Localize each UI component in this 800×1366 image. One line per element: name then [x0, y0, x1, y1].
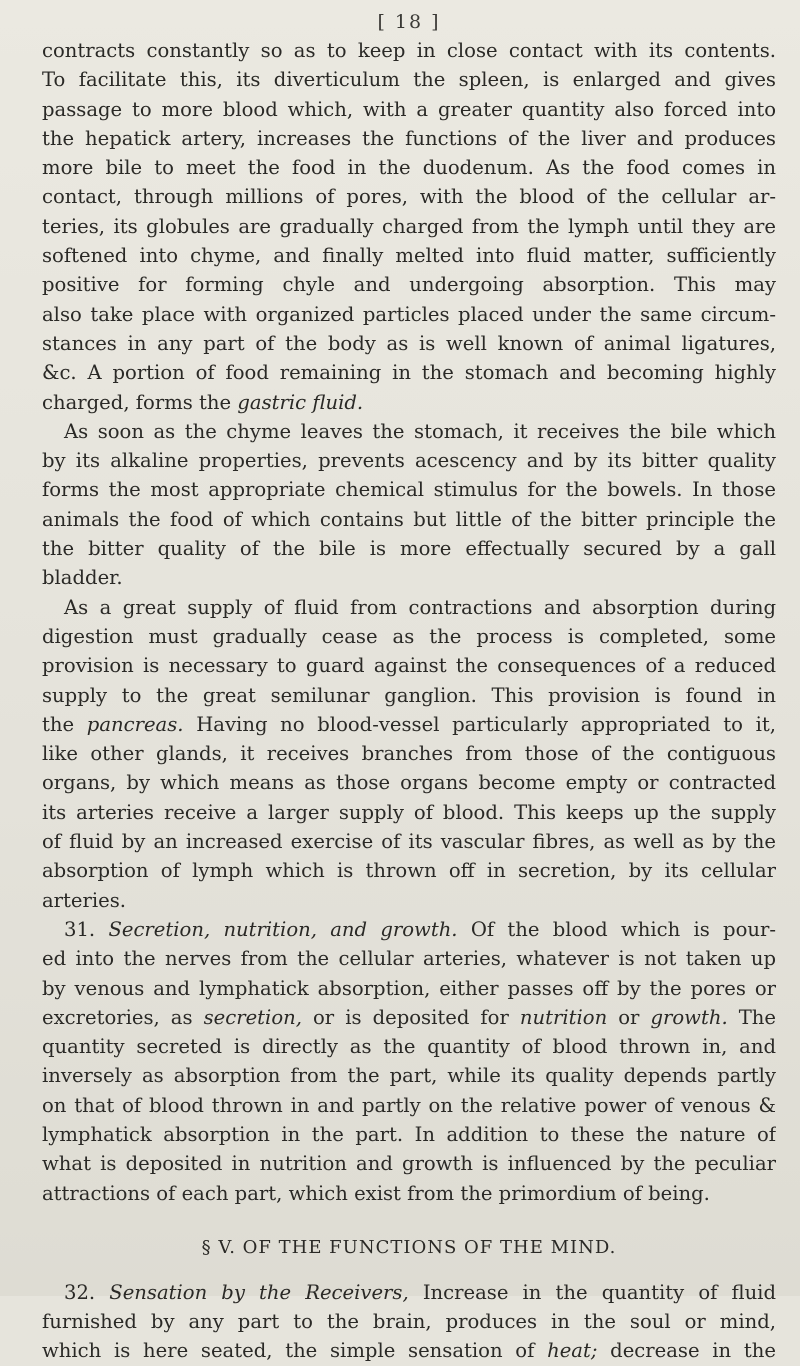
section-heading: § V. OF THE FUNCTIONS OF THE MIND. [201, 1236, 617, 1258]
text-line: absorption of lymph which is thrown off in secretion, by its cellular [42, 859, 776, 883]
text-line: attractions of each part, which exist from the primordium of being. [42, 1181, 710, 1205]
text-line: contracts constantly so as to keep in close contact with its contents. [42, 39, 776, 62]
paragraph-title: Secretion, nutrition, and growth. [108, 917, 458, 941]
paragraph-number: 31. [64, 917, 96, 941]
text-segment: which is here seated, the simple sensation of [42, 1339, 535, 1363]
text-segment: decrease in the [610, 1339, 776, 1363]
term-growth: growth. [650, 1005, 728, 1029]
text-line: To facilitate this, its diverticulum the spleen, is enlarged and gives [42, 68, 776, 92]
text-line [42, 1278, 776, 1307]
text-segment: Of the blood which is pour- [470, 917, 776, 941]
text-line: organs, by which means as those organs become empty or contracted [42, 771, 776, 795]
text-line [42, 915, 776, 944]
text-line: like other glands, it receives branches from those of the contiguous [42, 742, 776, 766]
text-line: provision is necessary to guard against the consequences of a reduced [42, 654, 776, 678]
text-line: of fluid by an increased exercise of its vascular fibres, as well as by the [42, 830, 776, 854]
text-line: also take place with organized particles placed under the same circum- [42, 302, 776, 326]
text-line: supply to the great semilunar ganglion. This provision is found in [42, 683, 776, 707]
text-line: by venous and lymphatick absorption, either passes off by the pores or [42, 976, 776, 1000]
text-line: the hepatick artery, increases the functions of the liver and produces [42, 126, 776, 150]
text-line: passage to more blood which, with a greater quantity also forced into [42, 97, 776, 121]
text-line: forms the most appropriate chemical stimulus for the bowels. In those [42, 478, 776, 502]
text-line: by its alkaline properties, prevents acescency and by its bitter quality [42, 449, 776, 473]
text-line: bladder. [42, 566, 123, 590]
text-line: stances in any part of the body as is well known of animal ligatures, [42, 331, 776, 355]
text-line: As soon as the chyme leaves the stomach, it receives the bile which [64, 419, 776, 443]
text-line: teries, its globules are gradually charged from the lymph until they are [42, 214, 776, 238]
paragraph-title: Sensation by the Receivers, [109, 1280, 409, 1304]
term-pancreas: pancreas. [86, 712, 184, 736]
text-line: lymphatick absorption in the part. In addition to these the nature of [42, 1122, 776, 1146]
text-line [42, 710, 776, 739]
text-line: digestion must gradually cease as the process is completed, some [42, 624, 776, 648]
text-line: the bitter quality of the bile is more effectually secured by a gall [42, 537, 776, 561]
text-line: more bile to meet the food in the duodenum. As the food comes in [42, 156, 776, 180]
text-segment: or is deposited for [313, 1005, 509, 1029]
text-segment: excretories, as [42, 1005, 193, 1029]
text-line: what is deposited in nutrition and growth is influenced by the peculiar [42, 1152, 776, 1176]
text-line: &c. A portion of food remaining in the stomach and becoming highly [42, 361, 776, 385]
text-segment: the [42, 712, 75, 736]
text-segment: The [738, 1005, 776, 1029]
text-segment: Having no blood-vessel particularly appropriated to it, [196, 712, 776, 736]
paragraph-number: 32. [64, 1280, 96, 1304]
text-line: ed into the nerves from the cellular arteries, whatever is not taken up [42, 947, 776, 971]
text-line: on that of blood thrown in and partly on the relative power of venous & [42, 1093, 776, 1117]
page-number: [ 18 ] [377, 11, 441, 33]
text-line: animals the food of which contains but little of the bitter principle the [42, 507, 776, 531]
term-secretion: secretion, [203, 1005, 302, 1029]
text-line: positive for forming chyle and undergoing absorption. This may [42, 273, 776, 297]
text-segment: or [618, 1005, 640, 1029]
text-line: contact, through millions of pores, with the blood of the cellular ar- [42, 185, 776, 209]
text-line: softened into chyme, and finally melted into fluid matter, sufficiently [42, 244, 776, 268]
text-line: quantity secreted is directly as the quantity of blood thrown in, and [42, 1035, 776, 1059]
text-line: arteries. [42, 888, 127, 912]
term-nutrition: nutrition [519, 1005, 608, 1029]
text-line [42, 388, 776, 417]
text-line: As a great supply of fluid from contractions and absorption during [64, 595, 776, 619]
text-segment: Increase in the quantity of fluid [422, 1280, 776, 1304]
text-line: furnished by any part to the brain, produces in the soul or mind, [42, 1310, 776, 1334]
text-segment: charged, forms the [42, 390, 232, 414]
text-line: its arteries receive a larger supply of blood. This keeps up the supply [42, 800, 776, 824]
term-gastric-fluid: gastric fluid. [237, 390, 364, 414]
text-line [42, 1336, 776, 1365]
text-line [42, 1003, 776, 1032]
term-heat: heat; [547, 1339, 598, 1363]
text-line: inversely as absorption from the part, while its quality depends partly [42, 1064, 776, 1088]
body-text [42, 36, 776, 1366]
